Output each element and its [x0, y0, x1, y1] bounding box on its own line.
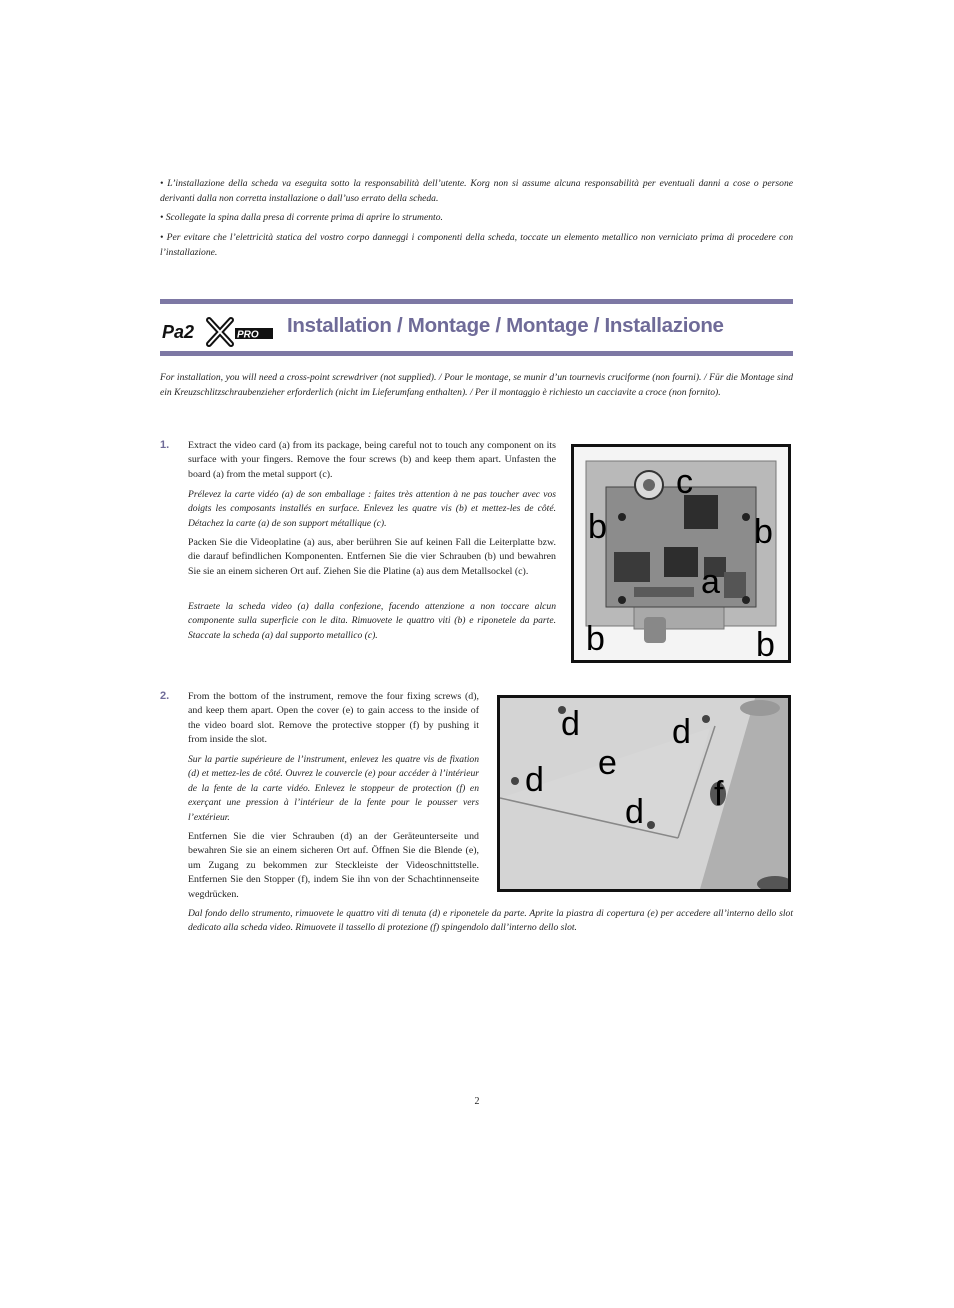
step-1-number: 1. — [160, 439, 170, 451]
svg-text:f: f — [714, 775, 724, 813]
step-2-french: Sur la partie supérieure de l’instrument, enlevez les quatre vis de fixation (d) et mettez-les de côté. Ouvrez le couvercle (e) pour accéder à l’intérieur de la fente de la carte vidéo. Enlevez le stoppeur de protection (f) en exerçant une pression à l’intérieur de la fente pour le pousser vers l’extérieur. — [188, 754, 479, 823]
page-number: 2 — [474, 1096, 480, 1107]
intro-text: For installation, you will need a cross-point screwdriver (not supplied). / Pour le montage, se munir d’un tournevis cruciforme (non fourni). / Für die Montage sind ein Kreuzschlitzschraubenzieher erforderlich (nicht im Lieferumfang enthalten). / Per il montaggio è richiesto un cacciavite a croce (non fornito). — [160, 372, 793, 398]
svg-text:d: d — [561, 705, 580, 743]
step-2-german: Entfernen Sie die vier Schrauben (d) an der Geräteunterseite und bewahren Sie sie an einem sicheren Ort auf. Öffnen Sie die Blende (e), um Zugang zu bekommen zur Steckleiste der Videoschnittstelle. Entfernen Sie den Stopper (f), indem Sie ihn von der Schachtinnenseite wegdrücken. — [188, 831, 479, 900]
step-2-english: From the bottom of the instrument, remove the four fixing screws (d), and keep them apart. Open the cover (e) to gain access to the inside of the video board slot. Remove the protective stopper (f) by pushing it from inside the slot. — [188, 691, 479, 746]
step-1-italian: Estraete la scheda video (a) dalla confezione, facendo attenzione a non toccare alcun componente sulla superficie con le dita. Rimuovete le quattro viti (b) e riponetele da parte. Staccate la scheda (a) dal supporto metallico (c). — [188, 601, 556, 641]
svg-text:PRO: PRO — [237, 329, 259, 341]
svg-text:d: d — [672, 713, 691, 751]
svg-text:Pa2: Pa2 — [162, 322, 195, 342]
step-2-italian: Dal fondo dello strumento, rimuovete le quattro viti di tenuta (d) e riponetele da parte. Aprite la piastra di copertura (e) per accedere all’interno dello slot dedicato alla scheda video. Rimuovete il tassello di protezione (f) spingendolo dall’interno dello slot. — [188, 908, 793, 934]
step-1-french: Prélevez la carte vidéo (a) de son emballage : faites très attention à ne pas toucher avec vos doigts les composants installés en surface. Enlevez les quatre vis (b) et mettez-les de côté. Détachez la carte (a) de son support métallique (c). — [188, 489, 556, 529]
warning-2: • Scollegate la spina dalla presa di corrente prima di aprire lo strumento. — [160, 212, 443, 223]
svg-text:b: b — [586, 620, 605, 658]
section-title: Installation / Montage / Montage / Installazione — [287, 314, 724, 337]
warning-3: • Per evitare che l’elettricità statica del vostro corpo danneggi i componenti della scheda, toccate un elemento metallico non verniciato prima di procedere con l’installazione. — [160, 232, 793, 258]
pa2x-pro-logo — [161, 316, 274, 348]
svg-text:c: c — [676, 463, 693, 501]
step-1-english: Extract the video card (a) from its package, being careful not to touch any component on its surface with your fingers. Remove the four screws (b) and keep them apart. Unfasten the board (a) from the metal support (c). — [188, 440, 556, 480]
step-2-number: 2. — [160, 690, 170, 702]
step-1-german: Packen Sie die Videoplatine (a) aus, aber berühren Sie auf keinen Fall die Leiterplatte bzw. die darauf befindlichen Komponenten. Entfernen Sie die vier Schrauben (b) und bewahren Sie sie an einem sicheren Ort auf. Ziehen Sie die Platine (a) aus dem Metallsockel (c). — [188, 537, 556, 577]
video-card-photo — [571, 444, 791, 663]
svg-text:b: b — [756, 626, 775, 660]
svg-text:d: d — [525, 761, 544, 799]
svg-text:b: b — [588, 508, 607, 546]
svg-text:b: b — [754, 513, 773, 551]
svg-text:e: e — [598, 744, 617, 782]
svg-text:d: d — [625, 793, 644, 831]
section-rule-bottom — [160, 351, 793, 356]
section-rule-top — [160, 299, 793, 304]
warning-1: • L’installazione della scheda va eseguita sotto la responsabilità dell’utente. Korg non si assume alcuna responsabilità per eventuali danni a cose o persone derivanti dalla non corretta installazione o dall’uso errato della scheda. — [160, 178, 793, 204]
instrument-bottom-photo — [497, 695, 791, 892]
svg-text:a: a — [701, 563, 720, 601]
